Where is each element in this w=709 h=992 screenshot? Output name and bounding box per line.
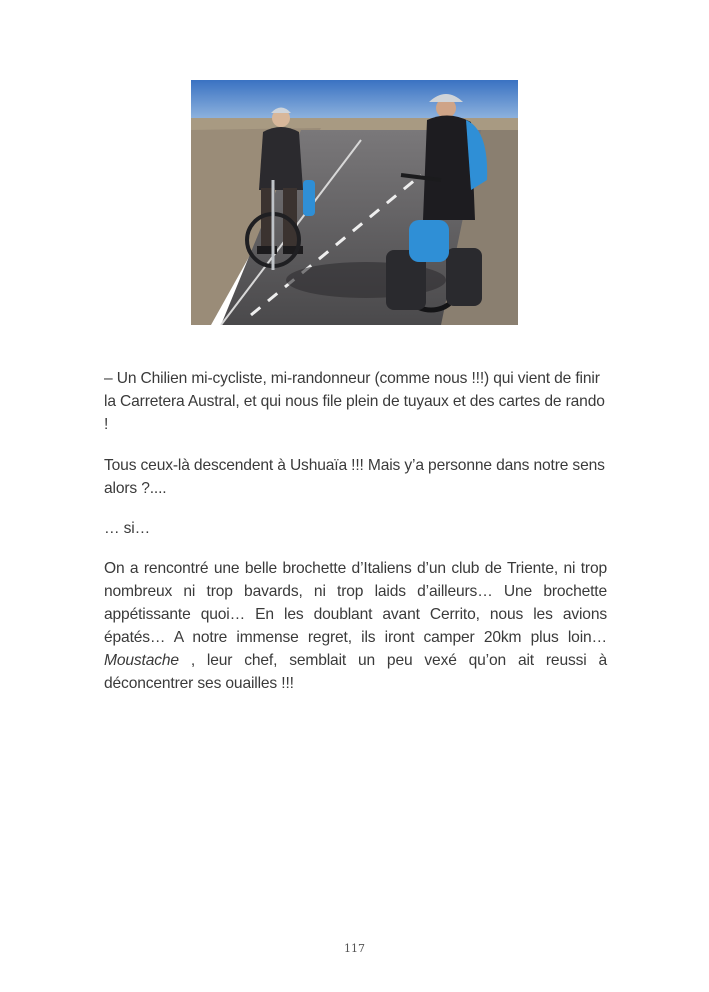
paragraph-si: … si… xyxy=(104,520,151,537)
paragraph-chilean-cyclist: – Un Chilien mi-cycliste, mi-randonneur (comme nous !!!) qui vient de finir la Carretera Austral, et qui nous file plein de tuyaux et des cartes de rando ! xyxy=(104,370,605,433)
page-number: 117 xyxy=(344,942,365,955)
paragraph-italian-club-start: On a rencontré une belle brochette d’Italiens d’un club de Triente, ni trop nombreux ni trop bavards, ni trop laids d’ailleurs… Une brochette appétissante quoi… En les doublant avant Cerrito, nous les avions épatés… A notre immense regret, ils iront camper 20km plus loin… xyxy=(104,560,607,646)
paragraph-italian-club xyxy=(104,557,607,695)
paragraph-italian-club-end: , leur chef, semblait un peu vexé qu’on ait reussi à déconcentrer ses ouailles !!! xyxy=(104,652,607,692)
moustache-nickname: Moustache xyxy=(104,652,179,669)
cyclists-photo xyxy=(191,80,518,325)
paragraph-everyone-heading-south: Tous ceux-là descendent à Ushuaïa !!! Mais y’a personne dans notre sens alors ?.... xyxy=(104,457,605,497)
